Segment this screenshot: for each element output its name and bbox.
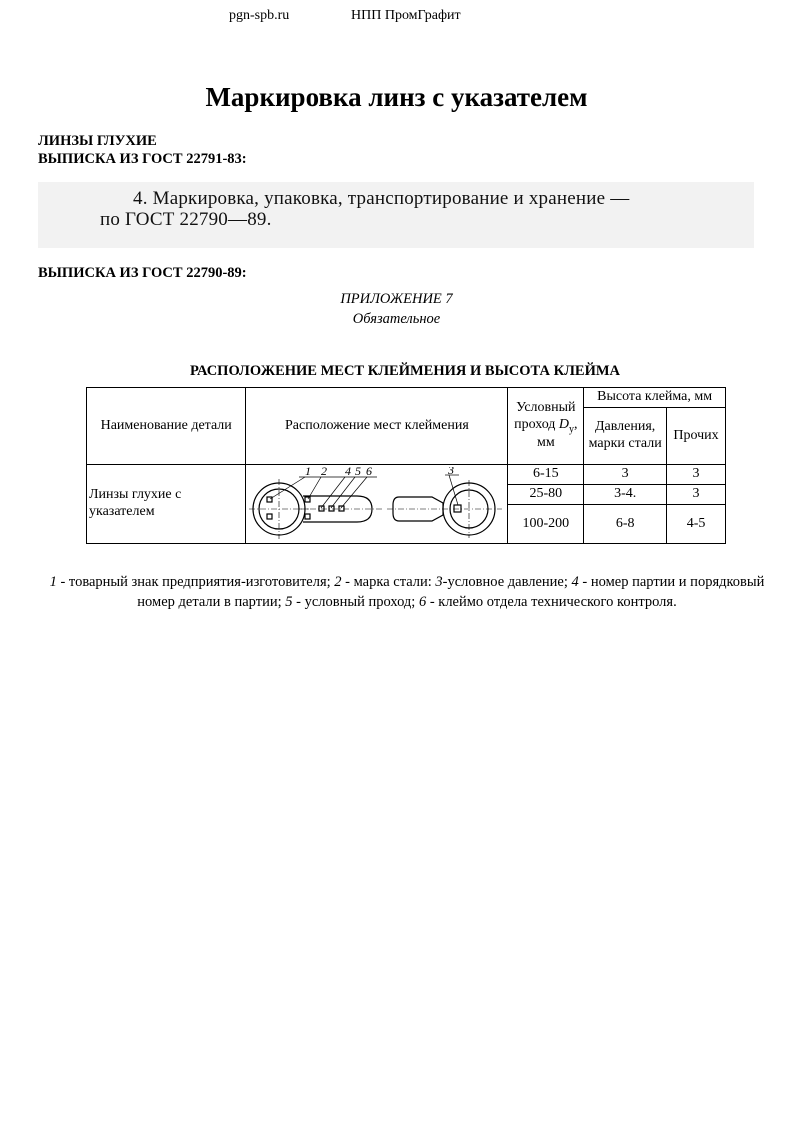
legend-caption bbox=[48, 572, 766, 612]
section-heading-gost-22790: ВЫПИСКА ИЗ ГОСТ 22790-89: bbox=[38, 265, 247, 281]
header-nominal-bore-symbol: D bbox=[558, 416, 570, 432]
legend-num-1: 1 bbox=[49, 574, 57, 590]
pressure-value: 6-8 bbox=[584, 505, 667, 544]
legend-text-2: - марка стали: bbox=[341, 574, 436, 590]
header-nominal-bore: Условный проход $D_у$, мм bbox=[508, 388, 584, 465]
bore-value: 6-15 bbox=[508, 465, 584, 485]
legend-text-6: - клеймо отдела технического контроля. bbox=[426, 594, 677, 610]
bore-value: 100-200 bbox=[508, 505, 584, 544]
table-title: РАСПОЛОЖЕНИЕ МЕСТ КЛЕЙМЕНИЯ И ВЫСОТА КЛЕЙМА bbox=[189, 363, 621, 379]
header-nominal-bore-sub: у bbox=[569, 423, 575, 435]
header-company: НПП ПромГрафит bbox=[351, 8, 461, 23]
drawing-label-4: 4 bbox=[344, 467, 351, 478]
other-value: 3 bbox=[667, 485, 726, 505]
drawing-label-6: 6 bbox=[365, 467, 372, 478]
stamp-location-drawing bbox=[246, 465, 508, 544]
legend-num-3: 3 bbox=[435, 574, 443, 590]
header-stamp-location: Расположение мест клеймения bbox=[246, 388, 508, 465]
part-name-cell: Линзы глухие с указателем bbox=[87, 465, 246, 544]
drawing-label-5: 5 bbox=[354, 467, 361, 478]
bore-value: 25-80 bbox=[508, 485, 584, 505]
other-value: 4-5 bbox=[667, 505, 726, 544]
legend-num-6: 6 bbox=[418, 594, 427, 610]
lens-marking-drawing bbox=[247, 467, 507, 541]
section-heading-gost-22791: ВЫПИСКА ИЗ ГОСТ 22791-83: bbox=[38, 151, 247, 167]
appendix-label: ПРИЛОЖЕНИЕ 7 bbox=[340, 291, 453, 307]
pressure-value: 3 bbox=[584, 465, 667, 485]
scanned-excerpt-line-1: 4. Маркировка, упаковка, транспортирование и хранение — bbox=[133, 188, 630, 209]
header-stamp-height: Высота клейма, мм bbox=[584, 388, 726, 408]
scanned-excerpt bbox=[38, 182, 754, 248]
header-nominal-bore-line2: проход bbox=[514, 416, 556, 432]
pressure-value: 3-4. bbox=[584, 485, 667, 505]
section-heading-lenses: ЛИНЗЫ ГЛУХИЕ bbox=[38, 133, 157, 149]
legend-num-2: 2 bbox=[334, 574, 342, 590]
header-other: Прочих bbox=[667, 408, 726, 465]
legend-text-3: -условное давление; bbox=[442, 574, 572, 590]
legend-text-5: - условный проход; bbox=[292, 594, 419, 610]
legend-text-1: - товарный знак предприятия-изготовителя; bbox=[56, 574, 335, 590]
header-nominal-bore-line1: Условный bbox=[516, 399, 576, 415]
header-nominal-bore-unit: мм bbox=[536, 435, 555, 451]
legend-text-4: - номер партии и порядковый номер детали в партии; bbox=[137, 574, 765, 610]
header-site: pgn-spb.ru bbox=[229, 8, 290, 23]
drawing-label-1: 1 bbox=[304, 467, 311, 478]
legend-num-4: 4 bbox=[571, 574, 579, 590]
drawing-label-2: 2 bbox=[320, 467, 327, 478]
scanned-excerpt-line-2: по ГОСТ 22790—89. bbox=[100, 209, 272, 230]
page-title: Маркировка линз с указателем bbox=[205, 82, 588, 112]
legend-num-5: 5 bbox=[285, 594, 293, 610]
drawing-label-3: 3 bbox=[447, 467, 454, 477]
header-pressure-grade: Давления, марки стали bbox=[584, 408, 667, 465]
stamping-table bbox=[86, 387, 726, 544]
other-value: 3 bbox=[667, 465, 726, 485]
header-part-name: Наименование детали bbox=[87, 388, 246, 465]
appendix-note: Обязательное bbox=[352, 311, 441, 327]
